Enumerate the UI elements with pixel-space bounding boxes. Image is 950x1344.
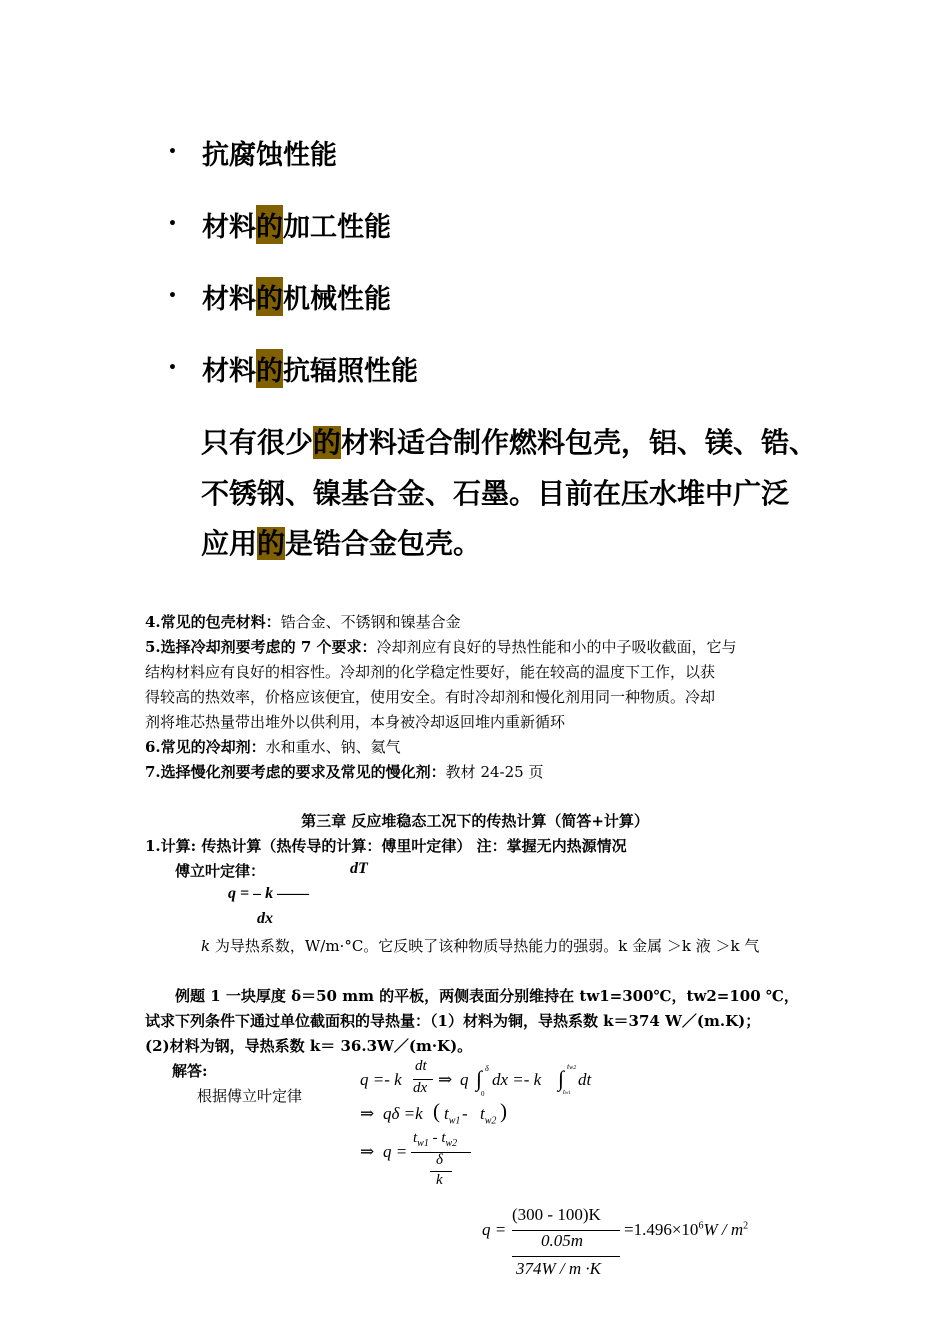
result-value	[624, 1220, 748, 1240]
t-sub: w1	[417, 1138, 429, 1149]
paragraph-text: 只有很少	[201, 426, 314, 459]
note-text: 教材 24-25 页	[445, 763, 544, 781]
note-text: 得较高的热效率，价格应该便宜，使用安全。有时冷却剂和慢化剂用同一种物质。冷却	[145, 688, 716, 706]
result-unit-exp: 2	[743, 1220, 749, 1232]
t-symbol: t	[444, 1104, 449, 1123]
minus-sign: -	[428, 1130, 442, 1146]
result-unit: W / m	[703, 1220, 744, 1239]
note-5-line	[145, 661, 715, 683]
implies-symbol: ⇒	[438, 1070, 453, 1089]
implies-symbol: ⇒	[360, 1142, 375, 1161]
paragraph-text: 不锈钢、镍基合金、石墨。目前在压水堆中广泛	[201, 477, 790, 510]
paragraph-text: 是锆合金包壳。	[285, 527, 482, 560]
paragraph-line	[201, 522, 481, 562]
t-sub: w2	[484, 1115, 497, 1127]
k-symbol: k	[201, 937, 211, 955]
highlighted-word: 的	[313, 426, 342, 459]
note-4	[145, 611, 461, 633]
note-5-line	[145, 686, 715, 708]
paragraph-line	[201, 472, 789, 512]
d1-lim2-bot	[563, 1088, 571, 1096]
d1-dx: dx	[413, 1080, 428, 1096]
bullet-item	[168, 132, 337, 172]
lim-t: t	[563, 1088, 565, 1096]
d1-q: q =- k	[360, 1070, 402, 1089]
bullet-text: 抗辐照性能	[283, 355, 418, 387]
note-label: 4.常见的包壳材料：	[145, 613, 281, 631]
k-description	[201, 935, 759, 957]
bullet-dot: •	[168, 144, 177, 160]
t-symbol: t	[413, 1130, 418, 1146]
result-num	[512, 1205, 601, 1225]
d3-q: q =	[383, 1142, 408, 1161]
paragraph-text: 应用	[201, 527, 258, 560]
bullet-text: 抗腐蚀性能	[202, 139, 337, 171]
bullet-dot: •	[168, 288, 177, 304]
note-6	[145, 736, 401, 758]
paren: (	[433, 1099, 440, 1123]
highlighted-word: 的	[257, 527, 286, 560]
calc-heading: 1.计算: 传热计算（热传导的计算：傅里叶定律） 注：掌握无内热源情况	[145, 837, 627, 855]
note-label: 5.选择冷却剂要考虑的 7 个要求：	[145, 638, 377, 656]
eq-dT: dT	[350, 860, 368, 877]
fourier-label: 傅立叶定律：	[175, 862, 266, 880]
d1-dt: dt	[415, 1058, 427, 1074]
bullet-text: 材料	[202, 283, 256, 315]
answer-label: 解答:	[172, 1062, 208, 1080]
highlighted-word: 的	[256, 205, 283, 244]
note-5	[145, 636, 737, 658]
note-label: 6.常见的冷却剂：	[145, 738, 266, 756]
t-symbol: t	[480, 1104, 485, 1123]
d1-lim-bot: 0	[481, 1090, 485, 1098]
note-text: 结构材料应有良好的相容性。冷却剂的化学稳定性要好，能在较高的温度下工作，以获	[145, 663, 716, 681]
eq-main: q = – k ——	[228, 885, 310, 902]
d3-num	[413, 1130, 457, 1149]
bullet-item	[168, 204, 391, 244]
result-exp: 6	[698, 1220, 704, 1232]
t-symbol: t	[441, 1130, 446, 1146]
note-label: 7.选择慢化剂要考虑的要求及常见的慢化剂：	[145, 763, 446, 781]
d1-lim2-top	[567, 1062, 576, 1071]
note-text: 冷却剂应有良好的导热性能和小的中子吸收截面，它与	[376, 638, 737, 656]
bullet-item	[168, 276, 391, 316]
result-numerator: (300 - 100)K	[512, 1205, 601, 1224]
bullet-text: 材料	[202, 355, 256, 387]
example-line: (2)材料为钢，导热系数 k＝ 36.3W／(m·K)。	[145, 1037, 473, 1055]
example-line: 试求下列条件下通过单位截面积的导热量：（1）材料为铜，导热系数 k＝374 W／(m.K)；	[145, 1012, 761, 1030]
implies-symbol: ⇒	[360, 1104, 375, 1123]
basis-text: 根据傅立叶定律	[197, 1087, 303, 1105]
chapter-title: 第三章 反应堆稳态工况下的传热计算（简答+计算）	[301, 812, 649, 830]
highlighted-word: 的	[256, 349, 283, 388]
minus-sign: -	[462, 1104, 468, 1123]
d3-den1: δ	[436, 1152, 443, 1168]
d1-mid: q	[460, 1070, 469, 1089]
paragraph-line	[201, 421, 817, 461]
t-sub: w1	[448, 1115, 461, 1127]
note-7	[145, 761, 543, 783]
d1-dxeq: dx =- k	[492, 1070, 542, 1089]
example-line: 例题 1 一块厚度 δ＝50 mm 的平板，两侧表面分别维持在 tw1=300℃，tw2=100 ℃，	[175, 987, 799, 1005]
d1-lim-top: δ	[485, 1064, 489, 1073]
note-text: 锆合金、不锈钢和镍基合金	[280, 613, 461, 631]
note-text: 剂将堆芯热量带出堆外以供利用，本身被冷却返回堆内重新循环	[145, 713, 566, 731]
d2-lhs: qδ =k	[383, 1104, 423, 1123]
bullet-text: 材料	[202, 211, 256, 243]
paren: )	[500, 1099, 507, 1123]
result-den: 374W / m ·K	[516, 1259, 601, 1278]
lim-sub: w2	[569, 1065, 577, 1071]
lim-sub: w1	[564, 1091, 571, 1096]
d2-t1	[444, 1104, 460, 1126]
fraction-bar	[512, 1256, 620, 1257]
eq-dx: dx	[257, 910, 273, 927]
d2-t2	[480, 1104, 496, 1126]
d1-end: dt	[578, 1070, 592, 1089]
bullet-dot: •	[168, 216, 177, 232]
paragraph-text: 材料适合制作燃料包壳，铝、镁、锆、	[341, 426, 818, 459]
lim-t: t	[567, 1062, 570, 1071]
highlighted-word: 的	[256, 277, 283, 316]
bullet-item	[168, 348, 418, 388]
note-5-line	[145, 711, 565, 733]
note-text: 水和重水、钠、氦气	[265, 738, 401, 756]
result-eq: =1.496×10	[624, 1220, 699, 1239]
result-q: q =	[482, 1220, 507, 1239]
bullet-dot: •	[168, 360, 177, 376]
bullet-text: 加工性能	[283, 211, 391, 243]
result-mid: 0.05m	[541, 1231, 584, 1250]
t-sub: w2	[445, 1138, 458, 1149]
k-text: 为导热系数，W/m·°C。它反映了该种物质导热能力的强弱。k 金属 ＞k 液 ＞k 气	[210, 937, 760, 955]
integral-symbol: ∫	[558, 1066, 565, 1091]
d3-den2: k	[436, 1172, 443, 1188]
integral-symbol: ∫	[476, 1066, 483, 1091]
bullet-text: 机械性能	[283, 283, 391, 315]
